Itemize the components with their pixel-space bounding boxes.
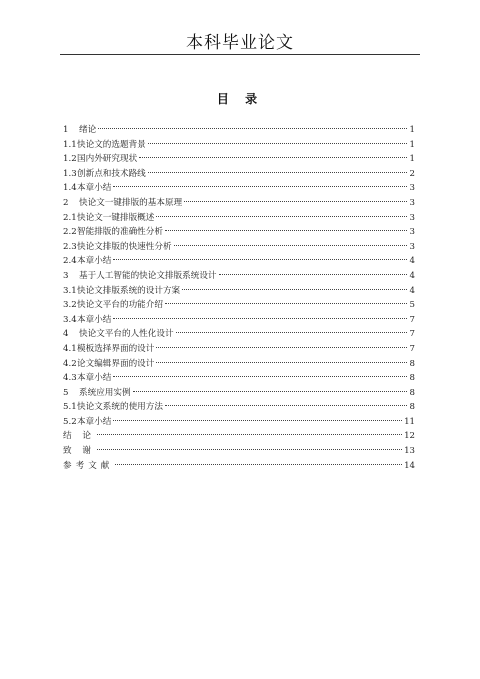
- toc-entry-page: 11: [404, 416, 415, 427]
- toc-entry[interactable]: [63, 342, 415, 357]
- toc-entry-title: 本章小结: [77, 256, 112, 267]
- toc-entry-title: 论文编辑界面的设计: [77, 358, 155, 369]
- toc-entry-title: 系统应用实例: [79, 387, 131, 398]
- toc-entry-page: 13: [404, 446, 415, 457]
- toc-leader-dots: [139, 157, 407, 158]
- toc-entry-title: 智能排版的准确性分析: [77, 227, 163, 238]
- toc-entry-page: 3: [409, 212, 415, 223]
- toc-leader-dots: [113, 376, 407, 377]
- toc-entry-page: 1: [409, 139, 415, 150]
- toc-entry-page: 12: [404, 431, 415, 442]
- toc-entry-title: 快论文一键排版概述: [77, 212, 155, 223]
- toc-entry-number: 3.2: [63, 300, 77, 311]
- toc-entry-page: 3: [409, 183, 415, 194]
- toc-entry-title: 快论文的选题背景: [77, 139, 146, 150]
- toc-leader-dots: [148, 143, 407, 144]
- toc-entry-title: 快论文排版的快速性分析: [77, 241, 172, 252]
- toc-entry-page: 4: [409, 256, 415, 267]
- toc-entry-page: 7: [409, 343, 415, 354]
- toc-entry-number: 2.2: [63, 227, 77, 238]
- toc-entry-title: 快论文平台的人性化设计: [79, 329, 174, 340]
- toc-leader-dots: [113, 259, 407, 260]
- toc-leader-dots: [176, 332, 407, 333]
- toc-leader-dots: [113, 318, 407, 319]
- toc-entry-page: 8: [409, 387, 415, 398]
- toc-entry-number: 3.4: [63, 314, 77, 325]
- toc-entry[interactable]: [63, 196, 415, 211]
- toc-entry-page: 1: [409, 154, 415, 165]
- toc-entry-number: 1.1: [63, 139, 77, 150]
- toc-entry[interactable]: [63, 269, 415, 284]
- toc-leader-dots: [184, 201, 407, 202]
- toc-leader-dots: [165, 405, 407, 406]
- toc-entry-title: 参考文献: [63, 460, 114, 471]
- toc-leader-dots: [113, 420, 402, 421]
- toc-entry[interactable]: [63, 138, 415, 153]
- header-divider: [60, 54, 420, 55]
- table-of-contents: [63, 123, 415, 473]
- toc-entry-number: 4: [63, 329, 69, 340]
- toc-entry-title: 创新点和技术路线: [77, 168, 146, 179]
- toc-entry[interactable]: [63, 371, 415, 386]
- toc-entry[interactable]: [63, 313, 415, 328]
- toc-entry[interactable]: [63, 444, 415, 459]
- toc-entry-number: 2.4: [63, 256, 77, 267]
- toc-entry-title: 模板选择界面的设计: [77, 343, 155, 354]
- toc-leader-dots: [165, 303, 407, 304]
- toc-entry-title: 快论文排版系统的设计方案: [77, 285, 181, 296]
- toc-leader-dots: [97, 434, 402, 435]
- toc-entry-number: 4.3: [63, 373, 77, 384]
- toc-entry-number: 2: [63, 197, 69, 208]
- toc-entry-number: 4.2: [63, 358, 77, 369]
- toc-entry-page: 5: [409, 300, 415, 311]
- toc-entry-page: 2: [409, 168, 415, 179]
- toc-leader-dots: [182, 289, 407, 290]
- toc-entry-page: 7: [409, 329, 415, 340]
- toc-entry-title: 致 谢: [63, 446, 95, 457]
- toc-entry[interactable]: [63, 429, 415, 444]
- toc-entry-page: 8: [409, 373, 415, 384]
- toc-entry-page: 4: [409, 270, 415, 281]
- toc-entry-page: 7: [409, 314, 415, 325]
- toc-entry-title: 本章小结: [77, 416, 112, 427]
- toc-entry-number: 5.2: [63, 416, 77, 427]
- toc-leader-dots: [148, 172, 407, 173]
- toc-entry-number: 5: [63, 387, 69, 398]
- toc-leader-dots: [219, 274, 407, 275]
- toc-leader-dots: [156, 347, 407, 348]
- toc-entry[interactable]: [63, 284, 415, 299]
- toc-entry[interactable]: [63, 298, 415, 313]
- toc-entry-number: 2.1: [63, 212, 77, 223]
- toc-entry-title: 本章小结: [77, 373, 112, 384]
- toc-entry-title: 快论文平台的功能介绍: [77, 300, 163, 311]
- toc-entry[interactable]: [63, 225, 415, 240]
- toc-entry-title: 绪论: [79, 125, 97, 135]
- toc-entry-page: 8: [409, 358, 415, 369]
- toc-entry[interactable]: [63, 211, 415, 226]
- toc-entry-title: 国内外研究现状: [77, 154, 138, 165]
- toc-entry-number: 1.2: [63, 154, 77, 165]
- toc-heading: 目 录: [216, 92, 264, 106]
- toc-entry-title: 结 论: [63, 431, 95, 442]
- toc-entry-page: 3: [409, 197, 415, 208]
- toc-entry-number: 1.3: [63, 168, 77, 179]
- toc-entry[interactable]: [63, 152, 415, 167]
- toc-entry-number: 3: [63, 270, 69, 281]
- toc-entry-number: 1.4: [63, 183, 77, 194]
- toc-leader-dots: [165, 230, 407, 231]
- toc-entry[interactable]: [63, 254, 415, 269]
- toc-leader-dots: [115, 464, 402, 465]
- toc-entry-page: 3: [409, 241, 415, 252]
- toc-entry-title: 快论文一键排版的基本原理: [79, 197, 183, 208]
- page-header-title: 本科毕业论文: [186, 33, 294, 53]
- toc-entry-page: 3: [409, 227, 415, 238]
- toc-leader-dots: [97, 449, 402, 450]
- toc-leader-dots: [156, 216, 407, 217]
- toc-entry[interactable]: [63, 459, 415, 474]
- toc-leader-dots: [98, 128, 407, 129]
- toc-entry-page: 4: [409, 285, 415, 296]
- toc-entry[interactable]: [63, 181, 415, 196]
- toc-leader-dots: [174, 245, 407, 246]
- toc-entry-page: 14: [404, 460, 415, 471]
- toc-entry-page: 8: [409, 402, 415, 413]
- toc-entry[interactable]: [63, 240, 415, 255]
- toc-entry-title: 本章小结: [77, 183, 112, 194]
- toc-entry[interactable]: [63, 123, 415, 138]
- toc-entry-title: 快论文系统的使用方法: [77, 402, 163, 413]
- toc-entry-title: 基于人工智能的快论文排版系统设计: [79, 270, 217, 281]
- toc-leader-dots: [113, 186, 407, 187]
- toc-entry-number: 3.1: [63, 285, 77, 296]
- toc-leader-dots: [156, 362, 407, 363]
- toc-leader-dots: [133, 391, 407, 392]
- toc-entry-number: 4.1: [63, 343, 77, 354]
- toc-entry-number: 2.3: [63, 241, 77, 252]
- toc-entry-page: 1: [409, 125, 415, 135]
- toc-entry[interactable]: [63, 400, 415, 415]
- toc-entry-number: 5.1: [63, 402, 77, 413]
- toc-entry-number: 1: [63, 125, 69, 135]
- toc-entry[interactable]: [63, 327, 415, 342]
- toc-entry[interactable]: [63, 415, 415, 430]
- toc-entry[interactable]: [63, 386, 415, 401]
- toc-entry[interactable]: [63, 357, 415, 372]
- toc-entry-title: 本章小结: [77, 314, 112, 325]
- toc-entry[interactable]: [63, 167, 415, 182]
